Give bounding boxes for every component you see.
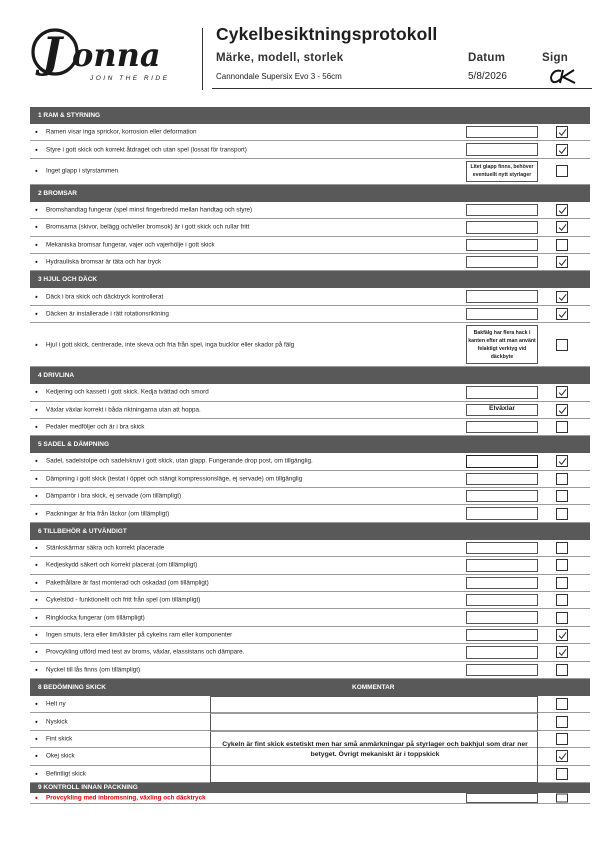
bullet: • (35, 699, 38, 709)
bullet: • (35, 340, 38, 350)
checklist-row (30, 592, 590, 609)
checkbox[interactable] (556, 733, 568, 745)
comment-field[interactable] (466, 490, 538, 502)
item-text: Hjul i gott skick, centrerade, inte skeva och fria från spel, inga bucklor eller skador på fälg (46, 341, 295, 349)
checkbox[interactable] (556, 664, 568, 676)
checklist-row (30, 402, 590, 419)
bullet: • (35, 665, 38, 675)
checkbox[interactable] (556, 404, 568, 416)
item-text: Nyckel till lås finns (om tillämpligt) (46, 666, 141, 674)
section-header: 2 BROMSAR (30, 185, 590, 202)
item-text: Packningar är fria från läckor (om tillämpligt) (46, 510, 170, 518)
item-text: Stänkskärmar säkra och korrekt placerade (46, 544, 165, 552)
item-text: Kedjeskydd säkert och korrekt placerat (om tillämpligt) (46, 561, 198, 569)
header-underline (212, 88, 592, 89)
item-text: Växlar växlar korrekt i båda riktningarna utan att hoppa. (46, 406, 201, 414)
comment-field[interactable] (466, 290, 538, 302)
bullet: • (35, 509, 38, 519)
bullet: • (35, 292, 38, 302)
sign-label: Sign (542, 52, 569, 64)
bullet: • (35, 456, 38, 466)
comment-field[interactable] (466, 611, 538, 623)
bullet: • (35, 630, 38, 640)
checkbox[interactable] (556, 473, 568, 485)
checkmark-icon (558, 310, 567, 319)
comment-field[interactable] (466, 455, 538, 467)
assessment-label: Befintligt skick (46, 770, 86, 778)
checkbox[interactable] (556, 126, 568, 138)
signature-image (548, 68, 578, 84)
checkbox[interactable] (556, 144, 568, 156)
checkbox[interactable] (556, 291, 568, 303)
item-text: Provcykling utförd med test av broms, växlar, elassistans och dämpare. (46, 648, 245, 656)
bullet: • (35, 793, 38, 803)
comment-field[interactable]: Litet glapp finns, behöver eventuellt nytt styrlager (466, 161, 538, 182)
checklist-row (30, 384, 590, 401)
item-text: Dämpning i gott skick (testat i öppet och stängt kompressionsläge, ej servade) om tillgänglig (46, 475, 303, 483)
comment-box-line (210, 731, 538, 732)
item-text: Ringklocka fungerar (om tillämpligt) (46, 614, 145, 622)
checkmark-icon (558, 223, 567, 232)
svg-text:J: J (42, 28, 62, 77)
checkmark-icon (558, 206, 567, 215)
checklist-row (30, 288, 590, 305)
bullet: • (35, 257, 38, 267)
checkmark-icon (558, 752, 567, 761)
checkbox[interactable] (556, 716, 568, 728)
checklist-row (30, 557, 590, 574)
bullet: • (35, 769, 38, 779)
checklist-row (30, 488, 590, 505)
assessment-label: Nyskick (46, 718, 68, 726)
checklist-row (30, 505, 590, 522)
checklist-row (30, 419, 590, 436)
jonna-logo (28, 26, 193, 86)
item-text: Dämparrör i bra skick, ej servade (om tillämpligt) (46, 492, 182, 500)
checklist-row (30, 453, 590, 470)
checkbox[interactable] (556, 750, 568, 762)
checkbox[interactable] (556, 577, 568, 589)
comment-field[interactable] (466, 221, 538, 233)
checklist-row (30, 644, 590, 661)
checkbox[interactable] (556, 793, 568, 802)
item-text: Styre i gott skick och korrekt åtdraget och utan spel (lossat för transport) (46, 146, 247, 154)
checkbox[interactable] (556, 559, 568, 571)
comment-field[interactable] (466, 386, 538, 398)
bullet: • (35, 205, 38, 215)
checkbox[interactable] (556, 646, 568, 658)
section-title: 8 BEDÖMNING SKICK (38, 683, 106, 691)
page-title: Cykelbesiktningsprotokoll (216, 24, 438, 44)
checklist-row (30, 254, 590, 271)
checklist-row (30, 141, 590, 158)
item-text: Pedaler medföljer och är i bra skick (46, 423, 145, 431)
checklist-row (30, 159, 590, 185)
date-value[interactable]: 5/8/2026 (468, 71, 507, 82)
section-header: 6 TILLBEHÖR & UTVÄNDIGT (30, 523, 590, 540)
bullet: • (35, 647, 38, 657)
assessment-block (30, 696, 590, 783)
checkbox[interactable] (556, 165, 568, 177)
checkmark-icon (558, 457, 567, 466)
comment-field[interactable] (466, 594, 538, 606)
bullet: • (35, 405, 38, 415)
checkbox[interactable] (556, 629, 568, 641)
checkmark-icon (558, 388, 567, 397)
comment-field[interactable] (466, 143, 538, 155)
checkbox[interactable] (556, 204, 568, 216)
checkmark-icon (558, 631, 567, 640)
item-text: Bromsarna (skivor, belägg och/eller bromsok) är i gott skick och rullar fritt (46, 223, 250, 231)
checkbox[interactable] (556, 455, 568, 467)
bike-value[interactable]: Cannondale Supersix Evo 3 - 56cm (216, 72, 342, 81)
bullet: • (35, 595, 38, 605)
item-text: Bromshandtag fungerar (spel minst fingerbredd mellan handtag och styre) (46, 206, 253, 214)
bullet: • (35, 578, 38, 588)
bullet: • (35, 387, 38, 397)
item-text: Pakethållare är fast monterad och oskadad (om tillämpligt) (46, 579, 209, 587)
checkbox[interactable] (556, 386, 568, 398)
checkbox[interactable] (556, 490, 568, 502)
comment-field[interactable]: Bakfälg har flera hack i kanten efter att man använt felaktigt verktyg vid däckbyte (466, 325, 538, 364)
checkbox[interactable] (556, 612, 568, 624)
checkbox[interactable] (556, 768, 568, 780)
comment-field[interactable] (466, 239, 538, 251)
bullet: • (35, 560, 38, 570)
checkbox[interactable] (556, 542, 568, 554)
assessment-label: Okej skick (46, 752, 75, 760)
comment-field[interactable] (466, 507, 538, 519)
assessment-label: Fint skick (46, 735, 73, 743)
item-text: Inget glapp i styrstammen (46, 167, 119, 175)
bullet: • (35, 145, 38, 155)
checkmark-icon (558, 648, 567, 657)
comment-field[interactable] (466, 559, 538, 571)
checklist-row (30, 575, 590, 592)
item-text: Sadel, sadelstolpe och sadelskruv i gott skick, utan glapp. Fungerande drop post, om tillgänglig. (46, 457, 313, 465)
checkbox[interactable] (556, 308, 568, 320)
comment-field[interactable] (466, 793, 538, 803)
checkmark-icon (558, 406, 567, 415)
checkbox[interactable] (556, 508, 568, 520)
bullet: • (35, 474, 38, 484)
checklist-row (30, 793, 590, 804)
date-label: Datum (468, 52, 506, 64)
item-text: Hydrauliska bromsar är täta och har tryck (46, 258, 162, 266)
bullet: • (35, 613, 38, 623)
comment-field[interactable] (466, 204, 538, 216)
inspection-table (30, 107, 590, 804)
checklist-row (30, 662, 590, 679)
bullet: • (35, 717, 38, 727)
header-divider (202, 28, 203, 90)
comment-field[interactable] (466, 577, 538, 589)
comment-field[interactable] (466, 256, 538, 268)
bullet: • (35, 166, 38, 176)
checklist-row (30, 202, 590, 219)
checkbox[interactable] (556, 698, 568, 710)
checklist-row (30, 237, 590, 254)
item-text: Ramen visar inga sprickor, korrosion eller deformation (46, 128, 197, 136)
comment-field[interactable] (466, 664, 538, 676)
checklist-row (30, 306, 590, 323)
checkbox[interactable] (556, 594, 568, 606)
comment-field[interactable] (466, 542, 538, 554)
checklist-row (30, 323, 590, 367)
section-header: 4 DRIVLINA (30, 367, 590, 384)
bullet: • (35, 543, 38, 553)
checklist-row (30, 609, 590, 626)
section-header: 5 SADEL & DÄMPNING (30, 436, 590, 453)
item-text: Ingen smuts, lera eller lim/klister på cykelns ram eller komponenter (46, 631, 233, 639)
checkbox[interactable] (556, 421, 568, 433)
checklist-row (30, 540, 590, 557)
svg-text:JOIN THE RIDE: JOIN THE RIDE (90, 75, 170, 82)
section-header: 1 RAM & STYRNING (30, 107, 590, 124)
comment-field[interactable] (466, 473, 538, 485)
bullet: • (35, 734, 38, 744)
assessment-label: Helt ny (46, 700, 66, 708)
assessment-comment: Cykeln är fint skick estetiskt men har små anmärkningar på styrlager och bakhjul som drar ner betyget. Övrigt mekaniskt är i toppskick (222, 740, 528, 759)
comment-field[interactable] (466, 629, 538, 641)
checklist-row (30, 219, 590, 236)
item-text: Kedjering och kassett i gott skick. Kedja tvättad och smord (46, 388, 209, 396)
comment-field[interactable]: Elväxlar (466, 404, 538, 416)
bike-label: Märke, modell, storlek (216, 52, 344, 64)
checkbox[interactable] (556, 221, 568, 233)
checklist-row (30, 627, 590, 644)
bullet: • (35, 240, 38, 250)
checkmark-icon (558, 293, 567, 302)
checkbox[interactable] (556, 239, 568, 251)
comment-box-line (210, 713, 538, 714)
checklist-row (30, 471, 590, 488)
section-header: 3 HJUL OCH DÄCK (30, 271, 590, 288)
comment-field[interactable] (466, 646, 538, 658)
comment-field[interactable] (466, 126, 538, 138)
bullet: • (35, 309, 38, 319)
section-header: 9 KONTROLL INNAN PACKNING (30, 783, 590, 793)
item-text: Däck i bra skick och däcktryck kontrollerat (46, 293, 164, 301)
checkmark-icon (558, 258, 567, 267)
item-text: Däcken är installerade i rätt rotationsriktning (46, 310, 169, 318)
checkmark-icon (558, 128, 567, 137)
item-text: Mekaniska bromsar fungerar, vajer och vajerhölje i gott skick (46, 241, 215, 249)
comment-header: KOMMENTAR (352, 683, 395, 691)
checklist-row (30, 124, 590, 141)
checkmark-icon (558, 146, 567, 155)
bullet: • (35, 222, 38, 232)
item-text: Provcykling med inbromsning, växling och däcktryck (46, 794, 206, 802)
bullet: • (35, 491, 38, 501)
item-text: Cykelstöd - funktionellt och fritt från spel (om tillämpligt) (46, 596, 201, 604)
checkbox[interactable] (556, 256, 568, 268)
bullet: • (35, 751, 38, 761)
comment-field[interactable] (466, 308, 538, 320)
checkbox[interactable] (556, 339, 568, 351)
svg-text:onna: onna (72, 36, 161, 74)
section-header (30, 679, 590, 696)
bullet: • (35, 422, 38, 432)
comment-field[interactable] (466, 421, 538, 433)
bullet: • (35, 127, 38, 137)
